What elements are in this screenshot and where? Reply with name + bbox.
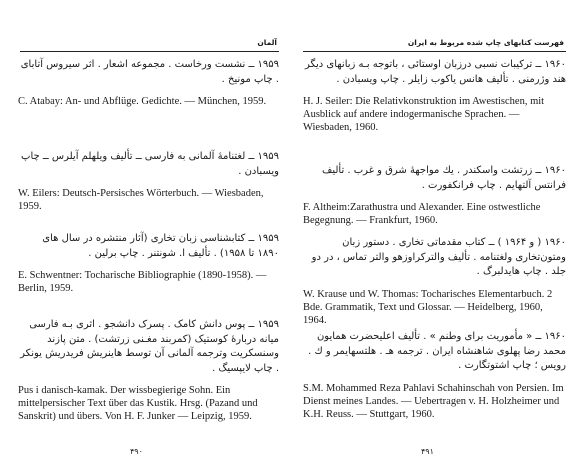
persian-entry-text: ۱۹۶۰ ــ « مأموریت برای وطنم » . تألیف اعلیحضرت همایون محمد رضا پهلوی شاهنشاه ایران . ترجمه هـ . هلتسهایمر و ك . رویس ؛ چاپ اشتوتگارت . (308, 331, 566, 371)
bibliography-entry (18, 232, 279, 295)
german-entry-text: E. Schwentner: Tocharische Bibliographie (1890-1958). — Berlin, 1959. (18, 270, 267, 294)
german-entry-text: S.M. Mohammed Reza Pahlavi Schahinschah von Persien. Im Dienst meines Landes. — Uebertragen v. H. Holzheimer und K.H. Reuss. — Stuttgart, 1960. (303, 382, 564, 420)
running-header: آلمان (257, 38, 277, 47)
header-rule (20, 51, 279, 52)
bibliography-entry (18, 150, 279, 213)
page-number: ۴۹۰ (130, 447, 143, 456)
persian-entry-text: ۱۹۶۰ ــ زرتشت واسکندر . یك مواجههٔ شرق و غرب . تألیف فرانتس آلتهایم . چاپ فرانکفورت . (321, 165, 566, 191)
german-entry-text: W. Eilers: Deutsch-Persisches Wörterbuch. — Wiesbaden, 1959. (18, 188, 264, 212)
persian-entry-text: ۱۹۵۹ ــ لغتنامهٔ آلمانی به فارسی ــ تألیف ویلهلم آیلرس ــ چاپ ویسبادن . (21, 151, 279, 177)
german-entry-text: H. J. Seiler: Die Relativkonstruktion im Awestischen, mit Ausblick auf andere indogermanische Sprachen. — Wiesbaden, 1960. (303, 96, 545, 133)
bibliography-entry (303, 58, 566, 134)
bibliography-entry (303, 164, 566, 227)
persian-entry-text: ۱۹۶۰ ــ ترکیبات نسبی درزبان اوستائی ، باتوجه بـه زبانهای دیگر هند وژرمنی . تألیف هانس یاکوب زایلر . چاپ ویسبادن . (304, 59, 566, 85)
german-entry-text: Pus i danisch-kamak. Der wissbegierige Sohn. Ein mittelpersischer Text über das Kustik. Hrsg. (Pazand und Sanskrit) und übers. Von H. F. Junker — Leipzig, 1959. (18, 385, 258, 422)
bibliography-entry (18, 318, 279, 423)
bibliography-entry (303, 330, 566, 421)
persian-entry-text: ۱۹۵۹ ــ پوس دانش کامک . پسرک دانشجو . اثری بـه فارسی میانه دربارهٔ کوستیک (کمربند مغـنی زرتشت) . متن پازند وسنسکریت وترجمه آلمانی آن توسط هاینریش فریدریش یونکر . چاپ لایپسیگ . (20, 319, 279, 374)
persian-entry-text: ۱۹۵۹ ــ کتابشناسی زبان تخاری (آثار منتشره در سال های ۱۸۹۰ تا ۱۹۵۸) . تألیف ا. شونتنر . چاپ برلین . (42, 233, 279, 259)
german-entry-text: W. Krause und W. Thomas: Tocharisches Elementarbuch. 2 Bde. Grammatik, Text und Glossar. — Heidelberg, 1960, 1964. (303, 288, 553, 326)
persian-entry-text: ۱۹۶۰ ( و ۱۹۶۴ ) ــ کتاب مقدماتی تخاری . دستور زبان ومتون‌تخاری ولغتنامه . تألیف والترکراوزهو والتر تماس ، در دو جلد . چاپ هایدلبرگ . (311, 237, 566, 277)
right-page (291, 0, 582, 466)
header-rule (303, 51, 566, 52)
page-number: ۴۹۱ (421, 447, 434, 456)
bibliography-entry (303, 236, 566, 327)
persian-entry-text: ۱۹۵۹ ــ نشست ورخاست . مجموعه اشعار . اثر سیروس آتابای . چاپ مونیخ . (20, 59, 279, 85)
german-entry-text: F. Altheim:Zarathustra und Alexander. Eine ostwestliche Begegnung. — Frankfurt, 1960. (303, 202, 541, 226)
bibliography-entry (18, 58, 279, 108)
running-header: فهرست کتابهای چاپ شده مربوط به ایران (407, 38, 564, 47)
german-entry-text: C. Atabay: An- und Abflüge. Gedichte. — München, 1959. (18, 96, 267, 107)
